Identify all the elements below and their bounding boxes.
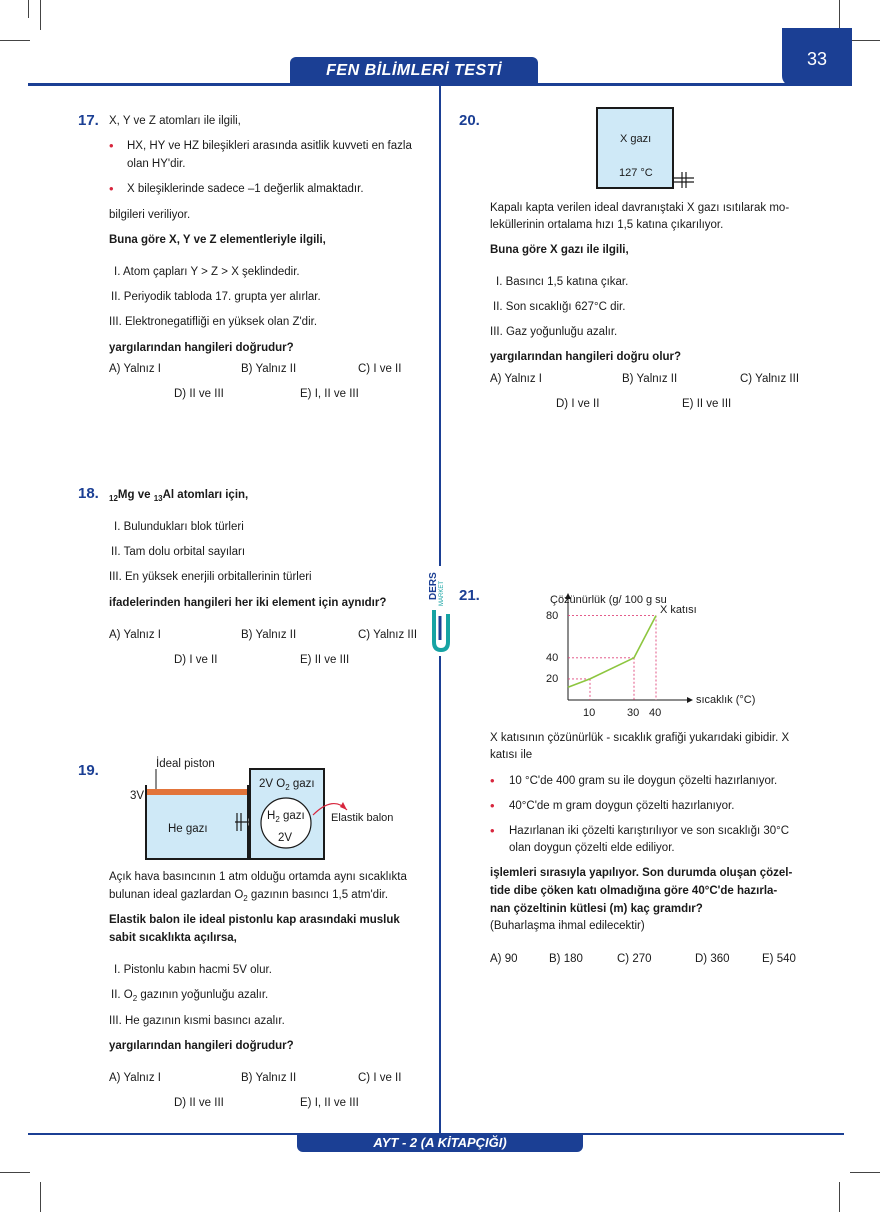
crop-mark [850,1172,880,1173]
answer-option[interactable]: E) 540 [762,953,796,965]
subscript: 2 [243,894,248,903]
question-prompt: Buna göre X, Y ve Z elementleriyle ilgili, [109,234,326,246]
x-tick-label: 10 [583,707,596,719]
element-mg: Mg ve [117,489,154,501]
solubility-chart [540,588,760,723]
answer-option[interactable]: D) I ve II [556,398,600,410]
bullet-text: Hazırlanan iki çözelti karıştırılıyor ve son sıcaklığı 30°C [509,825,790,837]
bullet: • [490,823,495,838]
answer-option[interactable]: D) II ve III [174,388,224,400]
series-line [568,616,656,688]
subscript: 2 [132,994,138,1003]
container-drawing [590,104,710,194]
bullet: • [109,181,114,196]
crop-mark [40,0,41,30]
bullet: • [490,773,495,788]
o2-label-text: 2V O [259,778,286,790]
balloon-label: Elastik balon [331,812,394,824]
series-label: X katısı [660,603,697,616]
statement: II. Periyodik tabloda 17. grupta yer alırlar. [111,291,321,303]
he-label: He gazı [168,823,208,835]
answer-option[interactable]: A) Yalnız I [109,629,161,641]
question-text: bilgileri veriliyor. [109,209,191,221]
question-text: Kapalı kapta verilen ideal davranıştaki X gazı ısıtılarak mo- [490,202,790,214]
x-tick-label: 40 [649,707,662,719]
crop-mark [0,1172,30,1173]
question-number: 19. [78,762,99,779]
question-prompt: nan çözeltinin kütlesi (m) kaç gramdır? [490,903,703,915]
question-text: katısı ile [490,749,533,761]
crop-mark [839,1182,840,1212]
question-number: 21. [459,587,480,604]
statement: I. Pistonlu kabın hacmi 5V olur. [114,964,272,976]
piston-label: İdeal piston [156,758,215,770]
logo-subtext: MARKET [439,580,445,606]
y-tick-label: 40 [546,651,559,664]
question-number: 18. [78,485,99,502]
answer-option[interactable]: B) Yalnız II [241,629,297,641]
bullet: • [109,138,114,153]
gas-apparatus-diagram [125,755,435,865]
answer-option[interactable]: E) I, II ve III [300,1097,359,1109]
question-prompt: işlemleri sırasıyla yapılıyor. Son durumda oluşan çözel- [490,867,793,879]
question-stem: yargılarından hangileri doğrudur? [109,1040,294,1052]
question-intro: X, Y ve Z atomları ile ilgili, [109,115,241,127]
bullet-text: olan HY'dir. [127,158,186,170]
question-intro [109,488,248,506]
y-axis-label: Çözünürlük (g/ 100 g su [550,594,667,606]
temperature-label: 127 °C [619,167,653,179]
h2-label-text: gazı [279,810,305,822]
question-text [109,888,388,906]
answer-option[interactable]: A) Yalnız I [109,1072,161,1084]
h2-label [267,809,305,827]
booklet-label: AYT - 2 (A KİTAPÇIĞI) [297,1133,583,1152]
closed-container-diagram [590,104,710,194]
answer-option[interactable]: B) 180 [549,953,583,965]
o2-label [259,777,315,795]
bullet-text: 10 °C'de 400 gram su ile doygun çözelti hazırlanıyor. [509,775,778,787]
page-title: FEN BİLİMLERİ TESTİ [290,57,538,85]
statement: I. Atom çapları Y > Z > X şeklindedir. [114,266,300,278]
question-prompt: Buna göre X gazı ile ilgili, [490,244,629,256]
answer-option[interactable]: D) II ve III [174,1097,224,1109]
question-prompt: Elastik balon ile ideal pistonlu kap arasındaki musluk [109,914,400,926]
bullet-text: X bileşiklerinde sadece –1 değerlik almaktadır. [127,183,364,195]
bullet: • [490,798,495,813]
crop-mark [28,0,29,18]
statement: I. Bulundukları blok türleri [114,521,244,533]
answer-option[interactable]: C) I ve II [358,1072,402,1084]
question-stem: ifadelerinden hangileri her iki element için aynıdır? [109,597,387,609]
statement: II. Son sıcaklığı 627°C dir. [493,301,626,313]
question-number: 20. [459,112,480,129]
question-note: (Buharlaşma ihmal edilecektir) [490,920,645,932]
h2-label-text: H [267,810,276,822]
atomic-number: 13 [153,494,163,503]
x-tick-label: 30 [627,707,640,719]
statement: III. Gaz yoğunluğu azalır. [490,326,618,338]
statement: I. Basıncı 1,5 katına çıkar. [496,276,629,288]
o2-label-text: gazı [289,778,315,790]
answer-option[interactable]: B) Yalnız II [241,363,297,375]
publisher-logo [426,566,456,656]
atomic-number: 12 [109,494,118,503]
subscript: 2 [275,815,280,824]
question-stem: yargılarından hangileri doğrudur? [109,342,294,354]
statement: III. Elektronegatifliği en yüksek olan Z'dir. [109,316,318,328]
crop-mark [850,40,880,41]
answer-option[interactable]: E) II ve III [300,654,350,666]
answer-option[interactable]: C) Yalnız III [740,373,800,385]
bullet-text: HX, HY ve HZ bileşikleri arasında asitlik kuvveti en fazla [127,140,412,152]
answer-option[interactable]: C) Yalnız III [358,629,418,641]
question-text: X katısının çözünürlük - sıcaklık grafiği yukarıdaki gibidir. X [490,732,790,744]
statement: III. En yüksek enerjili orbitallerinin türleri [109,571,312,583]
subscript: 2 [285,783,290,792]
text-part: bulunan ideal gazlardan O [109,889,244,901]
statement: II. Tam dolu orbital sayıları [111,546,246,558]
gas-label: X gazı [620,133,652,145]
ideal-piston [146,789,248,795]
crop-mark [839,0,840,30]
logo-text: DERS [428,572,439,600]
question-number: 17. [78,112,99,129]
crop-mark [40,1182,41,1212]
text-part: II. O [111,989,133,1001]
answer-option[interactable]: B) Yalnız II [622,373,678,385]
answer-option[interactable]: A) Yalnız I [490,373,542,385]
answer-option[interactable]: D) I ve II [174,654,218,666]
answer-option[interactable]: A) Yalnız I [109,363,161,375]
question-prompt: tide dibe çöken katı olmadığına göre 40°C'de hazırla- [490,885,778,897]
text-part: gazının basıncı 1,5 atm'dir. [247,889,389,901]
answer-option[interactable]: E) II ve III [682,398,732,410]
statement: III. He gazının kısmi basıncı azalır. [109,1015,285,1027]
arrow-head-icon [340,802,347,810]
x-axis-label: sıcaklık (°C) [696,694,756,706]
statement [111,988,268,1006]
answer-option[interactable]: E) I, II ve III [300,388,359,400]
crop-mark [0,40,30,41]
question-text: leküllerinin ortalama hızı 1,5 katına çıkarılıyor. [490,219,724,231]
h2-volume: 2V [278,832,293,844]
answer-option[interactable]: B) Yalnız II [241,1072,297,1084]
question-stem: yargılarından hangileri doğru olur? [490,351,682,363]
page-number: 33 [782,28,852,86]
answer-option[interactable]: A) 90 [490,953,518,965]
element-al: Al atomları için, [162,489,249,501]
volume-label: 3V [130,790,145,802]
y-tick-label: 20 [546,672,559,685]
answer-option[interactable]: C) 270 [617,953,652,965]
answer-option[interactable]: D) 360 [695,953,730,965]
bullet-text: 40°C'de m gram doygun çözelti hazırlanıyor. [509,800,735,812]
question-prompt: sabit sıcaklıkta açılırsa, [109,932,237,944]
answer-option[interactable]: C) I ve II [358,363,402,375]
text-part: gazının yoğunluğu azalır. [137,989,269,1001]
x-axis-arrow-icon [687,697,693,703]
bullet-text: olan doygun çözelti elde ediliyor. [509,842,675,854]
y-tick-label: 80 [546,609,559,622]
question-text: Açık hava basıncının 1 atm olduğu ortamda aynı sıcaklıkta [109,871,407,883]
